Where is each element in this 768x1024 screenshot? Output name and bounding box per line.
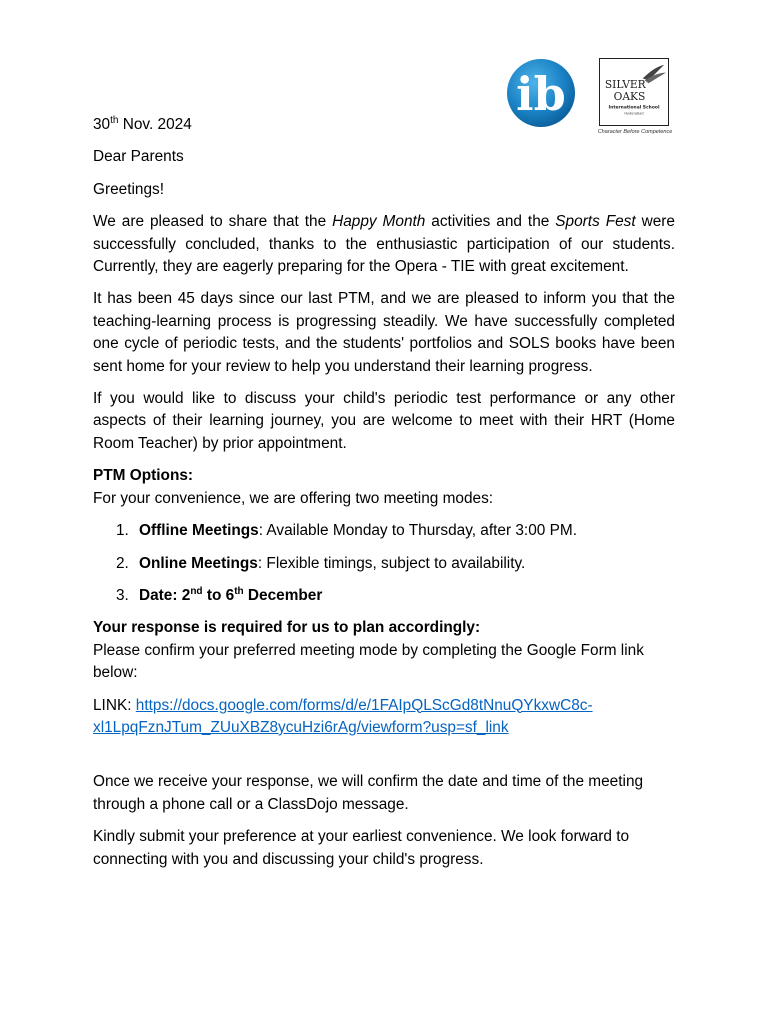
silver-oaks-tagline: Character Before Competence (597, 129, 673, 135)
response-text: Please confirm your preferred meeting mode by completing the Google Form link below: (93, 641, 644, 682)
google-form-link[interactable]: https://docs.google.com/forms/d/e/1FAIpQLScGd8tNnuQYkxwC8c- xl1LpqFznJTum_ZUuXBZ8ycuHzi6rAg/viewform?usp=sf_link (93, 696, 593, 736)
link-block (93, 695, 675, 740)
response-block (93, 617, 675, 684)
option-online: 2. Online Meetings: Flexible timings, subject to availability. (116, 554, 526, 572)
letter-body (93, 114, 675, 881)
paragraph-closing: Kindly submit your preference at your earliest convenience. We look forward to connecting with you and discussing your child's progress. (93, 828, 630, 868)
silver-oaks-line2: OAKS (613, 89, 646, 103)
silver-oaks-line4: Hyderabad (624, 111, 644, 116)
ptm-options-list (93, 520, 675, 607)
paragraph-discuss: If you would like to discuss your child's periodic test performance or any other aspects of their learning journey, you are welcome to meet with their HRT (Home Room Teacher) by prior appointment. (93, 390, 675, 452)
salutation: Dear Parents (93, 148, 184, 166)
paragraph-activities: We are pleased to share that the Happy Month activities and the Sports Fest were successfully concluded, thanks to the enthusiastic participation of our students. Currently, they are eagerly preparing for the Opera - TIE with great excitement. (93, 213, 675, 276)
ptm-options-intro: For your convenience, we are offering two meeting modes: (93, 489, 494, 507)
response-heading: Your response is required for us to plan accordingly: (93, 619, 481, 637)
silver-oaks-line3: International School (608, 105, 660, 111)
paragraph-confirmation: Once we receive your response, we will confirm the date and time of the meeting through a phone call or a ClassDojo message. (93, 773, 644, 813)
silver-oaks-line1: SILVER (604, 78, 646, 92)
ptm-options-block (93, 465, 675, 510)
paragraph-ptm-progress: It has been 45 days since our last PTM, and we are pleased to inform you that the teaching-learning process is progressing steadily. We have successfully completed one cycle of periodic tests, and the students' portfolios and SOLS books have been sent home for your review to help you understand their learning progress. (93, 290, 675, 375)
option-offline: 1. Offline Meetings: Available Monday to Thursday, after 3:00 PM. (116, 522, 577, 540)
ib-logo-mark: ib (516, 67, 566, 121)
spacer (93, 749, 675, 771)
option-date: 3. Date: 2nd to 6th December (116, 585, 323, 604)
letter-date: 30th Nov. 2024 (93, 114, 192, 133)
link-label: LINK: (93, 696, 136, 714)
greeting: Greetings! (93, 180, 165, 198)
ptm-options-heading: PTM Options: (93, 467, 194, 485)
